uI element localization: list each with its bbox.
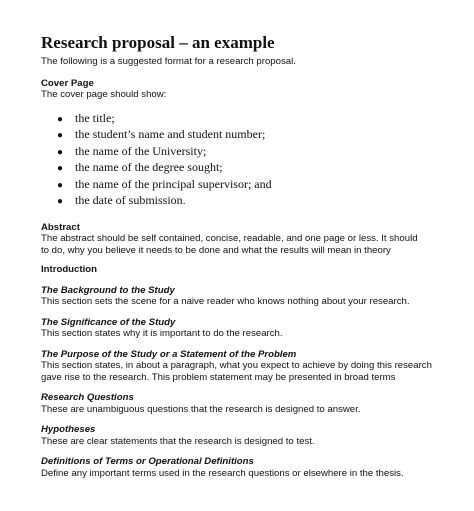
purpose-text-line: This section states, in about a paragraph, what you expect to achieve by doing this research xyxy=(41,360,432,371)
bullet-icon: ● xyxy=(57,163,64,174)
purpose-section xyxy=(41,349,461,384)
list-item xyxy=(57,160,461,177)
list-item xyxy=(57,144,461,161)
research-questions-heading: Research Questions xyxy=(41,392,134,403)
list-item-text: the title; xyxy=(75,110,115,125)
list-item xyxy=(57,177,461,194)
definitions-section xyxy=(41,456,461,479)
purpose-heading: The Purpose of the Study or a Statement of the Problem xyxy=(41,348,297,360)
hypotheses-heading: Hypotheses xyxy=(41,424,96,435)
background-heading: The Background to the Study xyxy=(41,284,175,296)
abstract-heading: Abstract xyxy=(41,221,80,233)
list-item-text: the student’s name and student number; xyxy=(75,127,266,141)
hypotheses-text: These are clear statements that the research is designed to test. xyxy=(41,435,315,447)
background-text: This section sets the scene for a naive reader who knows nothing about your research. xyxy=(41,296,410,307)
definitions-text: Define any important terms used in the research questions or elsewhere in the thesis. xyxy=(41,467,404,479)
intro-text: The following is a suggested format for a research proposal. xyxy=(41,56,296,67)
list-item-text: the date of submission. xyxy=(75,193,186,207)
background-section xyxy=(41,285,461,308)
hypotheses-section xyxy=(41,424,461,447)
bullet-icon: ● xyxy=(57,146,64,158)
list-item xyxy=(57,127,461,144)
cover-page-heading: Cover Page xyxy=(41,77,94,89)
significance-text: This section states why it is important to do the research. xyxy=(41,328,283,339)
bullet-icon: ● xyxy=(57,179,64,191)
abstract-text-line: to do, why you believe it needs to be done and what the results will mean in theory xyxy=(41,244,391,256)
abstract-section xyxy=(41,222,461,257)
document-body xyxy=(41,33,461,479)
bullet-icon: ● xyxy=(57,196,64,207)
significance-heading: The Significance of the Study xyxy=(41,316,176,328)
cover-page-list xyxy=(41,111,461,210)
research-questions-section xyxy=(41,392,461,415)
research-questions-text: These are unambiguous questions that the research is designed to answer. xyxy=(41,403,361,415)
list-item-text: the name of the degree sought; xyxy=(75,160,223,174)
list-item-text: the name of the University; xyxy=(75,143,207,158)
significance-section xyxy=(41,317,461,340)
definitions-heading: Definitions of Terms or Operational Definitions xyxy=(41,456,254,467)
list-item xyxy=(57,193,461,210)
purpose-text-line: gave rise to the research. This problem statement may be presented in broad terms xyxy=(41,371,396,383)
introduction-heading: Introduction xyxy=(41,264,97,275)
abstract-text-line: The abstract should be self contained, concise, readable, and one page or less. It should xyxy=(41,233,418,244)
bullet-icon: ● xyxy=(57,113,64,125)
introduction-section xyxy=(41,264,461,276)
bullet-icon: ● xyxy=(57,130,64,141)
cover-page-lead: The cover page should show: xyxy=(41,89,167,100)
list-item xyxy=(57,111,461,128)
page-title: Research proposal – an example xyxy=(41,33,275,52)
cover-page-section xyxy=(41,78,461,210)
list-item-text: the name of the principal supervisor; and xyxy=(75,176,272,191)
